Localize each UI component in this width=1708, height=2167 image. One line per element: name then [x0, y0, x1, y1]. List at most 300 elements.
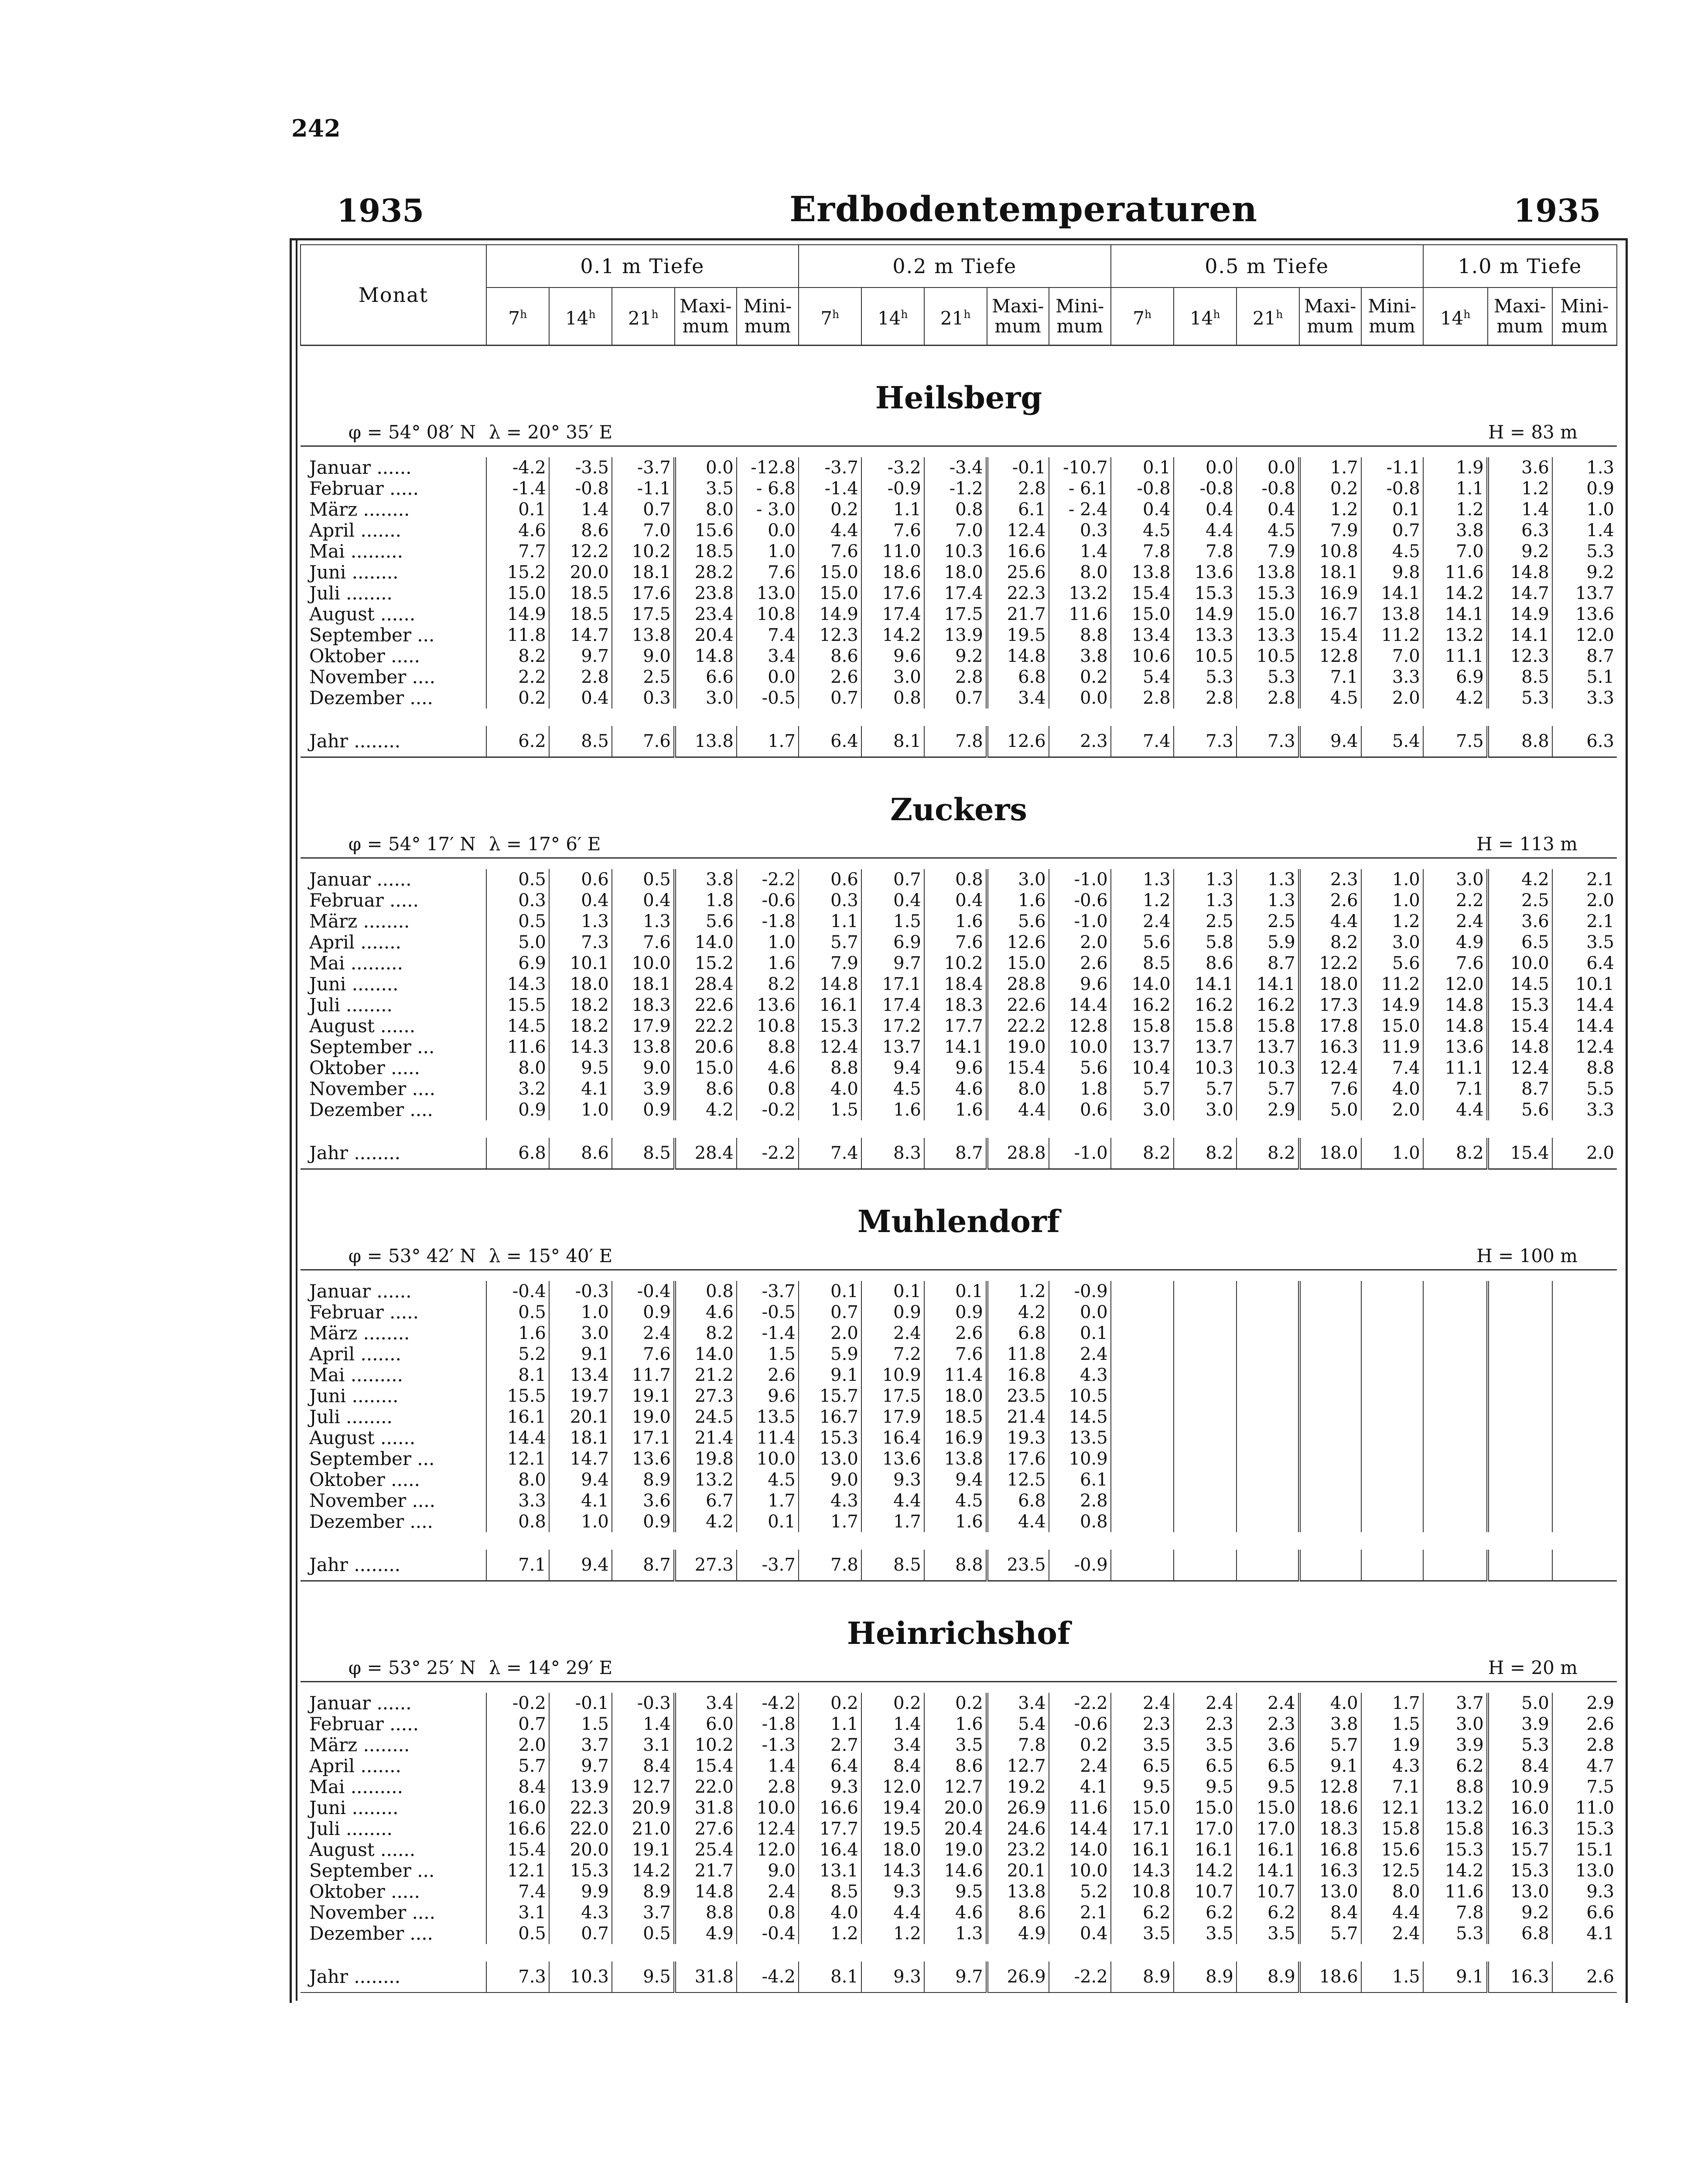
table-cell: 3.5	[1174, 1735, 1237, 1756]
table-cell: -1.2	[924, 478, 987, 499]
longitude: λ = 15° 40′ E	[486, 1239, 799, 1270]
table-row	[301, 890, 1617, 911]
table-cell: -0.3	[549, 1281, 612, 1302]
table-cell: -3.7	[737, 1281, 799, 1302]
table-cell: 13.8	[1237, 562, 1299, 583]
table-cell: 15.0	[486, 583, 549, 604]
table-cell	[1299, 1302, 1361, 1323]
table-cell: 3.0	[1423, 1714, 1488, 1735]
table-cell: 12.1	[486, 1448, 549, 1469]
table-cell: 23.5	[987, 1386, 1049, 1407]
table-cell: 7.5	[1423, 726, 1488, 757]
table-cell: 1.9	[1361, 1735, 1423, 1756]
table-cell: 1.1	[1423, 478, 1488, 499]
table-cell: 0.3	[1049, 520, 1111, 541]
table-cell	[1299, 1550, 1361, 1581]
table-cell	[1423, 1407, 1488, 1428]
table-cell: 19.5	[861, 1818, 924, 1839]
table-cell	[1237, 1448, 1299, 1469]
table-cell	[1237, 1550, 1299, 1581]
table-cell	[1552, 1407, 1617, 1428]
table-cell: 1.4	[1488, 499, 1552, 520]
table-cell	[1299, 1323, 1361, 1344]
table-cell: 13.7	[1111, 1037, 1174, 1058]
table-cell: 1.7	[861, 1511, 924, 1532]
table-cell: 10.3	[549, 1962, 612, 1992]
table-cell: 13.8	[1111, 562, 1174, 583]
table-cell: 11.8	[486, 625, 549, 646]
table-cell: 10.2	[924, 953, 987, 974]
table-cell: 14.9	[486, 604, 549, 625]
table-cell: 1.5	[861, 911, 924, 932]
station-coordinates-row	[301, 416, 1617, 446]
station-height: H = 100 m	[799, 1239, 1617, 1270]
station-name-row	[301, 757, 1617, 828]
table-cell: 12.6	[987, 932, 1049, 953]
table-cell: 18.3	[612, 995, 675, 1016]
table-cell	[1361, 1490, 1423, 1511]
table-cell: 31.8	[675, 1962, 737, 1992]
table-row	[301, 1016, 1617, 1037]
table-cell: 15.2	[486, 562, 549, 583]
table-cell: 19.4	[861, 1797, 924, 1818]
table-cell	[1361, 1511, 1423, 1532]
col-maximum: Maxi- mum	[1299, 288, 1361, 346]
table-cell	[1423, 1302, 1488, 1323]
table-cell: 14.8	[675, 1881, 737, 1902]
table-cell: 14.9	[1488, 604, 1552, 625]
table-cell	[1237, 1302, 1299, 1323]
table-cell: 0.7	[924, 688, 987, 709]
table-cell: 13.0	[799, 1448, 861, 1469]
table-cell: 16.6	[486, 1818, 549, 1839]
table-cell	[1111, 1344, 1174, 1365]
table-row	[301, 1448, 1617, 1469]
col-21h: 21$^h$	[924, 288, 987, 346]
table-cell: 1.0	[1361, 869, 1423, 890]
table-cell	[1552, 1386, 1617, 1407]
table-cell: 18.5	[549, 604, 612, 625]
table-cell: 3.5	[1174, 1923, 1237, 1944]
table-cell: 9.3	[861, 1881, 924, 1902]
latitude: φ = 54° 08′ N	[301, 416, 486, 446]
table-cell: 1.2	[1423, 499, 1488, 520]
month-label: September ...	[309, 1448, 435, 1469]
table-cell: 1.2	[987, 1281, 1049, 1302]
table-cell: 3.8	[1299, 1714, 1361, 1735]
table-cell: 1.7	[1299, 457, 1361, 478]
table-cell: -2.2	[1049, 1962, 1111, 1992]
table-cell: 2.4	[1049, 1756, 1111, 1777]
month-label: Juli ........	[309, 1818, 393, 1839]
table-cell: 6.2	[486, 726, 549, 757]
table-cell: -0.4	[486, 1281, 549, 1302]
table-cell: 14.5	[1049, 1407, 1111, 1428]
table-cell: -0.8	[1174, 478, 1237, 499]
table-cell: -1.3	[737, 1735, 799, 1756]
table-cell: 0.9	[486, 1099, 549, 1120]
table-cell	[1488, 1550, 1552, 1581]
table-cell: 0.5	[612, 869, 675, 890]
table-cell	[1111, 1469, 1174, 1490]
table-cell: 6.4	[799, 726, 861, 757]
table-cell: 1.2	[799, 1923, 861, 1944]
table-cell	[1237, 1428, 1299, 1448]
table-cell	[1488, 1490, 1552, 1511]
table-cell: 16.1	[486, 1407, 549, 1428]
table-cell: 16.6	[987, 541, 1049, 562]
table-cell: -2.2	[1049, 1693, 1111, 1714]
table-cell: 23.4	[675, 604, 737, 625]
table-cell: 0.5	[612, 1923, 675, 1944]
table-cell	[1237, 1469, 1299, 1490]
month-label: Jahr ........	[301, 1550, 486, 1581]
table-cell: 2.3	[1237, 1714, 1299, 1735]
table-cell: 12.2	[549, 541, 612, 562]
table-cell: 15.1	[1552, 1839, 1617, 1860]
table-cell: -1.4	[799, 478, 861, 499]
table-cell: 3.0	[861, 667, 924, 688]
table-cell: 27.3	[675, 1550, 737, 1581]
table-cell: 5.3	[1174, 667, 1237, 688]
table-cell: 7.9	[1299, 520, 1361, 541]
table-cell: 9.6	[737, 1386, 799, 1407]
table-cell	[1361, 1448, 1423, 1469]
table-cell: 8.5	[549, 726, 612, 757]
table-cell	[1423, 1281, 1488, 1302]
table-cell: 2.6	[924, 1323, 987, 1344]
table-cell: 17.5	[861, 1386, 924, 1407]
soil-temperature-table	[300, 244, 1617, 1993]
table-cell: 13.6	[612, 1448, 675, 1469]
table-cell: 3.1	[486, 1902, 549, 1923]
table-cell: 7.0	[612, 520, 675, 541]
table-cell: 16.1	[1174, 1839, 1237, 1860]
table-row	[301, 1860, 1617, 1881]
table-cell: -3.5	[549, 457, 612, 478]
table-cell: 7.1	[1423, 1078, 1488, 1099]
table-cell: 0.2	[1049, 667, 1111, 688]
table-cell: 19.0	[924, 1839, 987, 1860]
table-row	[301, 646, 1617, 667]
table-cell: 10.2	[675, 1735, 737, 1756]
table-cell: 5.6	[1111, 932, 1174, 953]
month-label: Januar ......	[309, 869, 412, 890]
table-cell: 15.4	[987, 1058, 1049, 1078]
page-title: Erdbodentemperaturen	[789, 188, 1258, 229]
table-cell	[1111, 1407, 1174, 1428]
table-cell: 5.3	[1488, 688, 1552, 709]
table-cell: 1.0	[549, 1099, 612, 1120]
table-cell: 4.0	[1299, 1693, 1361, 1714]
table-cell: 12.7	[924, 1777, 987, 1797]
table-cell	[1361, 1550, 1423, 1581]
table-cell: 9.7	[549, 1756, 612, 1777]
table-cell: 0.2	[1299, 478, 1361, 499]
table-cell: 2.4	[1049, 1344, 1111, 1365]
table-cell: 4.5	[861, 1078, 924, 1099]
table-cell: 9.6	[924, 1058, 987, 1078]
table-cell: 8.3	[861, 1138, 924, 1169]
table-cell	[1552, 1490, 1617, 1511]
table-cell: 13.2	[1423, 625, 1488, 646]
table-cell: 1.3	[549, 911, 612, 932]
table-cell: 19.5	[987, 625, 1049, 646]
table-cell: 9.2	[1488, 1902, 1552, 1923]
table-cell	[1299, 1407, 1361, 1428]
table-cell: 2.6	[1552, 1962, 1617, 1992]
table-cell: 5.7	[799, 932, 861, 953]
table-cell: 20.1	[987, 1860, 1049, 1881]
table-cell: 21.4	[987, 1407, 1049, 1428]
table-cell: 14.3	[549, 1037, 612, 1058]
table-cell: 3.4	[987, 1693, 1049, 1714]
table-cell: 11.9	[1361, 1037, 1423, 1058]
table-cell	[1174, 1386, 1237, 1407]
table-cell: 28.2	[675, 562, 737, 583]
table-cell: 28.4	[675, 1138, 737, 1169]
table-cell: 0.8	[861, 688, 924, 709]
table-cell	[1361, 1386, 1423, 1407]
table-cell: 4.5	[1361, 541, 1423, 562]
table-cell: 12.1	[486, 1860, 549, 1881]
table-cell	[1361, 1428, 1423, 1448]
table-cell: 3.5	[1111, 1923, 1174, 1944]
table-cell: 0.7	[1361, 520, 1423, 541]
table-cell: 3.0	[1111, 1099, 1174, 1120]
table-cell: 9.1	[1299, 1756, 1361, 1777]
latitude: φ = 53° 42′ N	[301, 1239, 486, 1270]
table-cell: 1.0	[737, 541, 799, 562]
table-cell: 7.6	[737, 562, 799, 583]
table-cell: 4.4	[987, 1099, 1049, 1120]
table-cell: 1.0	[1361, 890, 1423, 911]
table-cell: 25.6	[987, 562, 1049, 583]
table-cell: 0.6	[799, 869, 861, 890]
table-cell: 9.6	[1049, 974, 1111, 995]
table-cell: 28.8	[987, 974, 1049, 995]
table-cell: 0.3	[612, 688, 675, 709]
table-cell: 5.7	[1237, 1078, 1299, 1099]
table-cell: 12.0	[737, 1839, 799, 1860]
table-cell: 5.6	[1049, 1058, 1111, 1078]
table-cell	[1299, 1511, 1361, 1532]
table-cell: 2.8	[1237, 688, 1299, 709]
table-cell: 2.2	[486, 667, 549, 688]
table-cell: 17.9	[612, 1016, 675, 1037]
table-cell: 5.7	[1111, 1078, 1174, 1099]
table-cell: 9.1	[1423, 1962, 1488, 1992]
table-cell: 18.1	[612, 562, 675, 583]
table-cell: 10.3	[924, 541, 987, 562]
table-cell: 1.2	[861, 1923, 924, 1944]
table-cell: 14.6	[924, 1860, 987, 1881]
table-cell: 8.1	[799, 1962, 861, 1992]
table-cell: 0.1	[1361, 499, 1423, 520]
month-label: Dezember ....	[309, 1923, 433, 1944]
table-cell: 1.5	[737, 1344, 799, 1365]
table-cell: 15.0	[1361, 1016, 1423, 1037]
table-cell: 14.4	[486, 1428, 549, 1448]
table-cell: 2.8	[924, 667, 987, 688]
table-cell: 13.8	[612, 625, 675, 646]
table-cell: 5.0	[1488, 1693, 1552, 1714]
table-cell: 22.6	[675, 995, 737, 1016]
col-14h: 14$^h$	[861, 288, 924, 346]
table-cell: 15.0	[799, 562, 861, 583]
table-cell: 1.0	[1552, 499, 1617, 520]
station-height: H = 20 m	[799, 1651, 1617, 1682]
table-cell: 5.7	[1299, 1923, 1361, 1944]
table-cell: 7.6	[612, 726, 675, 757]
table-cell: -12.8	[737, 457, 799, 478]
table-cell: 2.9	[1552, 1693, 1617, 1714]
month-label: September ...	[309, 625, 435, 646]
table-cell: 5.3	[1552, 541, 1617, 562]
table-cell: 6.6	[1552, 1902, 1617, 1923]
table-cell: 27.6	[675, 1818, 737, 1839]
table-cell: 8.8	[799, 1058, 861, 1078]
table-cell: 1.5	[549, 1714, 612, 1735]
table-cell: 4.1	[1552, 1923, 1617, 1944]
frame-inner-line	[296, 238, 297, 2001]
table-cell: 1.3	[924, 1923, 987, 1944]
table-cell: 8.0	[987, 1078, 1049, 1099]
table-cell: 19.8	[675, 1448, 737, 1469]
table-cell: 3.0	[987, 869, 1049, 890]
station-name: Heilsberg	[301, 346, 1617, 416]
table-cell: 13.9	[924, 625, 987, 646]
table-cell: 24.6	[987, 1818, 1049, 1839]
table-cell: 9.3	[1552, 1881, 1617, 1902]
table-cell: 14.7	[549, 1448, 612, 1469]
table-cell: 4.5	[1237, 520, 1299, 541]
table-cell: 14.3	[486, 974, 549, 995]
table-cell: 10.8	[1299, 541, 1361, 562]
table-cell: 22.3	[549, 1797, 612, 1818]
table-cell: 9.2	[1552, 562, 1617, 583]
table-cell: 21.7	[987, 604, 1049, 625]
table-cell: 7.1	[486, 1550, 549, 1581]
table-cell: 12.7	[987, 1756, 1049, 1777]
table-cell: 4.0	[799, 1078, 861, 1099]
table-cell: 2.0	[1049, 932, 1111, 953]
table-cell: 1.3	[1237, 869, 1299, 890]
table-cell: 13.6	[737, 995, 799, 1016]
table-cell	[1552, 1281, 1617, 1302]
table-cell	[1299, 1386, 1361, 1407]
table-cell: 0.0	[1049, 688, 1111, 709]
table-cell	[1174, 1281, 1237, 1302]
station-coordinates-row	[301, 1239, 1617, 1270]
table-cell: 15.3	[1488, 995, 1552, 1016]
table-cell: 8.5	[1488, 667, 1552, 688]
table-cell: 15.0	[1111, 1797, 1174, 1818]
table-cell: 10.1	[1552, 974, 1617, 995]
table-row	[301, 457, 1617, 478]
table-cell	[1299, 1469, 1361, 1490]
table-cell: 16.3	[1488, 1818, 1552, 1839]
table-cell: 8.2	[1111, 1138, 1174, 1169]
table-cell: -1.4	[486, 478, 549, 499]
station-height: H = 113 m	[799, 828, 1617, 858]
table-cell	[1174, 1550, 1237, 1581]
table-cell: 6.5	[1174, 1756, 1237, 1777]
table-cell: 20.9	[612, 1797, 675, 1818]
table-cell	[1174, 1490, 1237, 1511]
table-cell: 0.4	[1049, 1923, 1111, 1944]
table-cell: 20.0	[924, 1797, 987, 1818]
table-cell: 1.4	[549, 499, 612, 520]
table-cell	[1111, 1281, 1174, 1302]
table-cell: -0.8	[1237, 478, 1299, 499]
table-cell: 6.3	[1552, 726, 1617, 757]
table-cell: 7.1	[1361, 1777, 1423, 1797]
month-label: Oktober .....	[309, 1058, 420, 1078]
table-row	[301, 1511, 1617, 1532]
table-cell: 12.8	[1049, 1016, 1111, 1037]
table-cell: 17.4	[861, 995, 924, 1016]
table-cell	[1111, 1448, 1174, 1469]
table-cell: 12.5	[987, 1469, 1049, 1490]
table-cell: 4.4	[1423, 1099, 1488, 1120]
table-cell: 0.4	[549, 688, 612, 709]
table-cell: 2.0	[486, 1735, 549, 1756]
table-cell: 7.0	[924, 520, 987, 541]
table-cell: 15.8	[1111, 1016, 1174, 1037]
table-cell: 16.7	[1299, 604, 1361, 625]
table-row	[301, 1078, 1617, 1099]
table-cell: -0.4	[737, 1923, 799, 1944]
table-cell: 0.7	[799, 1302, 861, 1323]
table-cell: -0.9	[861, 478, 924, 499]
table-cell: 16.3	[1299, 1860, 1361, 1881]
table-cell: 0.2	[799, 499, 861, 520]
month-label: Februar .....	[309, 1302, 419, 1323]
table-cell: 4.3	[1361, 1756, 1423, 1777]
month-label: März ........	[309, 499, 410, 520]
table-cell: -0.9	[1049, 1550, 1111, 1581]
table-cell: 9.5	[612, 1962, 675, 1992]
table-row	[301, 1344, 1617, 1365]
table-cell: 4.4	[861, 1902, 924, 1923]
table-cell: 2.6	[1552, 1714, 1617, 1735]
table-body	[301, 346, 1617, 1993]
table-cell: 5.3	[1488, 1735, 1552, 1756]
table-cell: 14.2	[1423, 1860, 1488, 1881]
table-cell: - 2.4	[1049, 499, 1111, 520]
table-cell: 17.9	[861, 1407, 924, 1428]
table-cell: 8.7	[1237, 953, 1299, 974]
station-name: Heinrichshof	[301, 1581, 1617, 1652]
table-cell	[1237, 1344, 1299, 1365]
month-label: April .......	[309, 932, 401, 953]
table-cell: 13.5	[737, 1407, 799, 1428]
month-label: März ........	[309, 1735, 410, 1756]
table-cell: 1.2	[1361, 911, 1423, 932]
table-cell: 8.4	[1299, 1902, 1361, 1923]
table-cell: 15.2	[675, 953, 737, 974]
table-cell: 14.0	[675, 932, 737, 953]
table-cell: 2.4	[861, 1323, 924, 1344]
table-cell: 0.6	[1049, 1099, 1111, 1120]
table-cell: 8.2	[675, 1323, 737, 1344]
table-cell: 3.5	[1111, 1735, 1174, 1756]
table-cell: 10.1	[549, 953, 612, 974]
table-cell: 8.8	[924, 1550, 987, 1581]
month-label: Jahr ........	[301, 1138, 486, 1169]
table-row	[301, 1407, 1617, 1428]
